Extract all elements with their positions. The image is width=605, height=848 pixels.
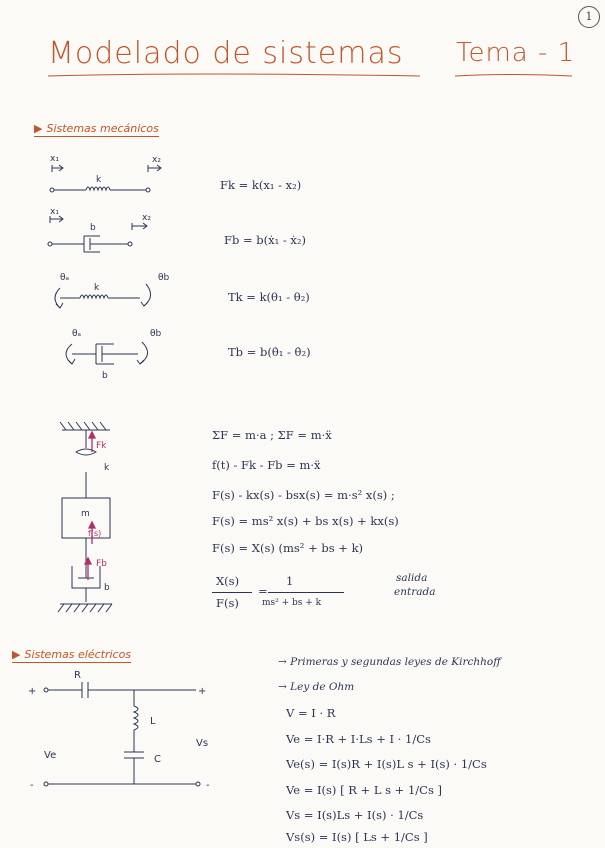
tf-numerator-right: 1 bbox=[286, 574, 294, 588]
label-x2-damper: x₂ bbox=[142, 213, 151, 223]
equation-damper-force: Fb = b(ẋ₁ - ẋ₂) bbox=[224, 233, 307, 247]
label-x2: x₂ bbox=[152, 155, 161, 165]
topic-title: Tema - 1 bbox=[456, 38, 576, 68]
label-b-rot: b bbox=[102, 371, 108, 381]
circuit-minus-out: - bbox=[206, 780, 210, 791]
circuit-label-r: R bbox=[74, 670, 81, 681]
label-k: k bbox=[96, 175, 102, 185]
equation-spring-force: Fk = k(x₁ - x₂) bbox=[220, 178, 302, 192]
label-fb: Fb bbox=[96, 559, 107, 569]
rlc-circuit-diagram bbox=[0, 660, 260, 800]
electrical-eq-5: Vs(s) = I(s) [ Ls + 1/Cs ] bbox=[286, 830, 428, 844]
label-theta-a: θₐ bbox=[60, 273, 70, 283]
label-k-mass: k bbox=[104, 463, 110, 473]
equation-newton-3: F(s) - kx(s) - bsx(s) = m·s² x(s) ; bbox=[212, 488, 395, 502]
label-b: b bbox=[90, 223, 96, 233]
page-title: Modelado de sistemas bbox=[48, 36, 404, 71]
tf-denominator-left: F(s) bbox=[216, 596, 239, 610]
rotational-spring-diagram bbox=[55, 284, 151, 308]
label-k-rot: k bbox=[94, 283, 100, 293]
tf-output-label: salida bbox=[396, 572, 428, 584]
equation-newton-1: ΣF = m·a ; ΣF = m·ẍ bbox=[212, 428, 332, 442]
label-theta-b: θb bbox=[158, 273, 170, 283]
circuit-label-c: C bbox=[154, 754, 161, 765]
electrical-eq-1: Ve = I·R + I·Ls + I · 1/Cs bbox=[286, 732, 431, 746]
electrical-eq-2: Ve(s) = I(s)R + I(s)L s + I(s) · 1/Cs bbox=[286, 757, 487, 771]
rotational-damper-diagram bbox=[66, 342, 148, 364]
section-mechanical-label: Sistemas mecánicos bbox=[46, 122, 159, 135]
section-electrical-label: Sistemas eléctricos bbox=[24, 648, 132, 661]
label-x1-damper: x₁ bbox=[50, 207, 59, 217]
equation-newton-2: f(t) - Fk - Fb = m·ẍ bbox=[212, 458, 321, 472]
tf-fraction-line-left bbox=[212, 592, 252, 593]
equation-newton-5: F(s) = X(s) (ms² + bs + k) bbox=[212, 541, 364, 555]
tf-numerator-left: X(s) bbox=[216, 574, 240, 588]
page-number: 1 bbox=[578, 6, 600, 28]
equation-rot-spring-torque: Tk = k(θ₁ - θ₂) bbox=[228, 290, 310, 304]
electrical-note-kirchhoff: → Primeras y segundas leyes de Kirchhoff bbox=[278, 656, 501, 668]
tf-fraction-line-right bbox=[268, 592, 344, 593]
tf-equals: = bbox=[258, 584, 268, 598]
circuit-label-ve: Ve bbox=[44, 750, 57, 761]
label-x1: x₁ bbox=[50, 154, 59, 164]
label-m: m bbox=[81, 509, 90, 519]
label-theta-b-damper: θb bbox=[150, 329, 162, 339]
bullet-icon: ▶ bbox=[12, 648, 21, 661]
circuit-label-l: L bbox=[150, 716, 156, 727]
label-b-mass: b bbox=[104, 583, 110, 593]
circuit-label-vs: Vs bbox=[196, 738, 209, 749]
equation-newton-4: F(s) = ms² x(s) + bs x(s) + kx(s) bbox=[212, 514, 399, 528]
label-fk: Fk bbox=[96, 441, 107, 451]
label-f-s: f(s) bbox=[88, 529, 102, 538]
electrical-eq-3: Ve = I(s) [ R + L s + 1/Cs ] bbox=[286, 783, 442, 797]
damper-diagram bbox=[48, 216, 147, 252]
electrical-eq-ohm: V = I · R bbox=[286, 706, 336, 720]
electrical-note-ohm: → Ley de Ohm bbox=[278, 681, 355, 693]
equation-rot-damper-torque: Tb = b(θ̇₁ - θ̇₂) bbox=[228, 345, 311, 359]
circuit-plus-in: + bbox=[28, 686, 37, 697]
circuit-plus-out: + bbox=[198, 686, 207, 697]
tf-denominator-right: ms² + bs + k bbox=[262, 598, 322, 608]
bullet-icon: ▶ bbox=[34, 122, 43, 135]
spring-diagram bbox=[50, 165, 161, 192]
circuit-minus-in: - bbox=[30, 780, 34, 791]
electrical-eq-4: Vs = I(s)Ls + I(s) · 1/Cs bbox=[286, 808, 424, 822]
label-theta-a-damper: θₐ bbox=[72, 329, 82, 339]
tf-input-label: entrada bbox=[394, 586, 436, 598]
